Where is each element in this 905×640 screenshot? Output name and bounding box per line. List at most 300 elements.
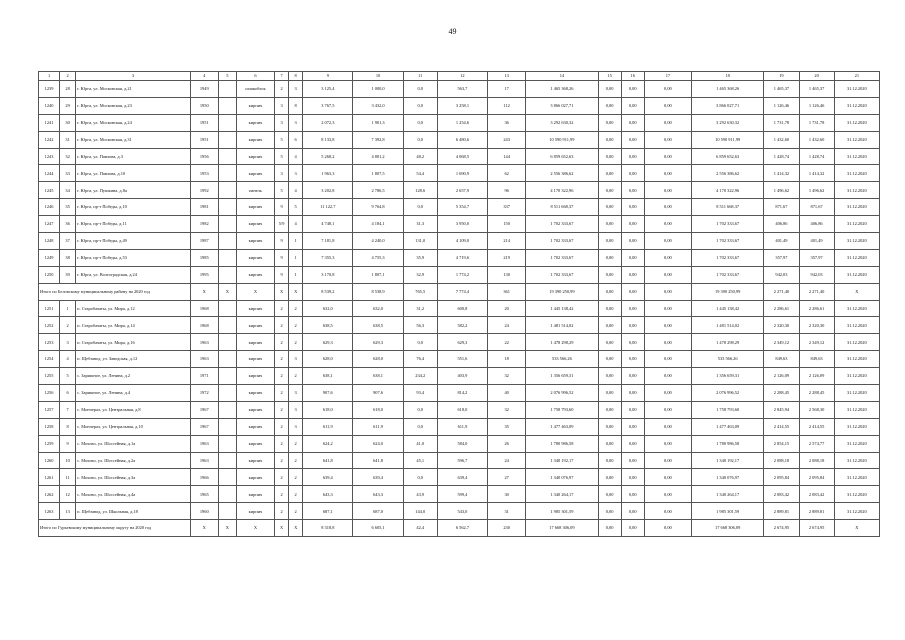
total-cell: 765,5 bbox=[403, 283, 437, 300]
table-cell: кирпич bbox=[236, 233, 274, 250]
table-cell: 56,3 bbox=[403, 317, 437, 334]
table-cell: 31.12.2020 bbox=[834, 233, 879, 250]
table-cell: 2 568,30 bbox=[799, 401, 834, 418]
table-cell bbox=[218, 249, 236, 266]
table-cell: 2 088,18 bbox=[799, 452, 834, 469]
total-cell: X bbox=[190, 520, 218, 537]
table-cell: 0,00 bbox=[644, 182, 691, 199]
table-row bbox=[39, 435, 880, 452]
table-cell: 2 126,09 bbox=[764, 368, 799, 385]
table-row bbox=[39, 418, 880, 435]
table-cell: 1 340 264,17 bbox=[692, 486, 764, 503]
table-cell: 1 731,78 bbox=[799, 114, 834, 131]
table-cell: 2 bbox=[289, 435, 303, 452]
table-cell bbox=[218, 452, 236, 469]
table-cell: 3 767,5 bbox=[303, 97, 353, 114]
table-cell: 4 240,0 bbox=[353, 233, 403, 250]
table-cell: 31.12.2020 bbox=[834, 182, 879, 199]
table-cell: 7 bbox=[60, 401, 76, 418]
table-cell: 629,3 bbox=[353, 334, 403, 351]
table-cell: 2 574,77 bbox=[799, 435, 834, 452]
table-cell: кирпич bbox=[236, 351, 274, 368]
table-cell: кирпич bbox=[236, 199, 274, 216]
table-cell: 1972 bbox=[190, 385, 218, 402]
table-cell: 31.12.2020 bbox=[834, 266, 879, 283]
table-cell: 62 bbox=[488, 165, 526, 182]
table-cell: 687,0 bbox=[353, 503, 403, 520]
table-cell: 0,0 bbox=[403, 401, 437, 418]
total-cell: 8 539,2 bbox=[303, 283, 353, 300]
table-cell: 34 bbox=[60, 182, 76, 199]
table-cell: 1956 bbox=[190, 148, 218, 165]
table-cell: 2 349,12 bbox=[764, 334, 799, 351]
table-cell: кирпич bbox=[236, 368, 274, 385]
header-cell: 14 bbox=[526, 72, 598, 81]
table-cell: 1 478 298,29 bbox=[692, 334, 764, 351]
table-row bbox=[39, 131, 880, 148]
table-cell: 0,00 bbox=[621, 486, 644, 503]
table-cell: 2 095,84 bbox=[764, 469, 799, 486]
table-cell: 1 496,62 bbox=[799, 182, 834, 199]
table-cell: 1965 bbox=[190, 486, 218, 503]
table-cell: 0,00 bbox=[621, 351, 644, 368]
total-cell: 0,00 bbox=[598, 520, 621, 537]
total-cell: 0,00 bbox=[621, 283, 644, 300]
table-cell: 2 320,30 bbox=[764, 317, 799, 334]
header-cell: 8 bbox=[289, 72, 303, 81]
table-cell bbox=[218, 317, 236, 334]
table-cell bbox=[218, 97, 236, 114]
table-cell: 4 748,1 bbox=[303, 216, 353, 233]
table-cell: 638,1 bbox=[303, 368, 353, 385]
table-cell: 639,4 bbox=[437, 469, 487, 486]
table-cell: 2 bbox=[275, 334, 289, 351]
table-row bbox=[39, 165, 880, 182]
address-cell: п. Старобачаты, ул. Мира, д.12 bbox=[76, 300, 191, 317]
table-cell: 638,5 bbox=[353, 317, 403, 334]
table-cell: 611,9 bbox=[353, 418, 403, 435]
table-cell: 150 bbox=[488, 216, 526, 233]
table-cell: 907,6 bbox=[353, 385, 403, 402]
table-cell: 0,00 bbox=[598, 131, 621, 148]
table-cell: 20 bbox=[488, 300, 526, 317]
table-cell bbox=[218, 503, 236, 520]
table-row bbox=[39, 81, 880, 98]
table-cell: 4 170 322,96 bbox=[526, 182, 598, 199]
table-cell: 406,86 bbox=[764, 216, 799, 233]
table-cell: 0,00 bbox=[598, 199, 621, 216]
table-cell: 8 133,8 bbox=[303, 131, 353, 148]
table-cell: 0,00 bbox=[621, 368, 644, 385]
table-cell: 1 702 333,67 bbox=[692, 216, 764, 233]
table-cell: 112 bbox=[488, 97, 526, 114]
table-cell: 9 bbox=[60, 435, 76, 452]
table-cell: 599,4 bbox=[437, 486, 487, 503]
table-cell: 1243 bbox=[39, 148, 60, 165]
table-cell: 0,00 bbox=[644, 503, 691, 520]
table-cell: шлакоблок bbox=[236, 81, 274, 98]
table-cell: 0,00 bbox=[644, 97, 691, 114]
table-cell: 1 985 301,59 bbox=[692, 503, 764, 520]
table-cell: 2 bbox=[275, 435, 289, 452]
table-cell: 907,6 bbox=[303, 385, 353, 402]
table-cell: 31.12.2020 bbox=[834, 452, 879, 469]
table-cell: 3 292 630,32 bbox=[692, 114, 764, 131]
table-cell: 403,9 bbox=[437, 368, 487, 385]
table-cell: 130 bbox=[488, 266, 526, 283]
table-cell: кирпич bbox=[236, 469, 274, 486]
table-cell: 1245 bbox=[39, 182, 60, 199]
table-cell: 3 950,0 bbox=[437, 216, 487, 233]
table-cell: 596,7 bbox=[437, 452, 487, 469]
table-cell: 219 bbox=[488, 249, 526, 266]
table-cell: 1 465 368,26 bbox=[692, 81, 764, 98]
table-cell: 1 477 463,09 bbox=[526, 418, 598, 435]
table-cell: 38 bbox=[60, 249, 76, 266]
address-cell: г. Юрга, ул. Московская, д.23 bbox=[76, 97, 191, 114]
table-cell: 2 349,12 bbox=[799, 334, 834, 351]
table-cell: 1 963,3 bbox=[303, 165, 353, 182]
table-cell: 643,3 bbox=[353, 486, 403, 503]
table-cell: 1967 bbox=[190, 418, 218, 435]
table-cell: 2 414,55 bbox=[764, 418, 799, 435]
table-cell bbox=[218, 435, 236, 452]
table-cell: 0,00 bbox=[644, 385, 691, 402]
table-cell: 9 764,8 bbox=[353, 199, 403, 216]
table-cell: 0,00 bbox=[621, 334, 644, 351]
table-cell: 8 511 668,37 bbox=[692, 199, 764, 216]
table-cell: 2 072,3 bbox=[303, 114, 353, 131]
table-cell: 942,03 bbox=[764, 266, 799, 283]
table-cell: 2 bbox=[289, 300, 303, 317]
table-cell: 32 bbox=[60, 148, 76, 165]
table-cell: 1 780 986,58 bbox=[526, 435, 598, 452]
table-cell: 1953 bbox=[190, 165, 218, 182]
table-cell: 2 845,94 bbox=[764, 401, 799, 418]
table-cell: 2 657,9 bbox=[437, 182, 487, 199]
table-cell: 0,00 bbox=[621, 165, 644, 182]
table-cell: 1 340 264,17 bbox=[526, 486, 598, 503]
table-cell: 0,00 bbox=[598, 469, 621, 486]
table-cell: 5 268,2 bbox=[303, 148, 353, 165]
table-cell: 0,00 bbox=[598, 114, 621, 131]
table-cell: 0,00 bbox=[621, 131, 644, 148]
table-cell: 1 465,37 bbox=[764, 81, 799, 98]
total-cell: X bbox=[236, 520, 274, 537]
table-cell: 814,2 bbox=[437, 385, 487, 402]
table-cell: 1995 bbox=[190, 266, 218, 283]
table-cell: 31.12.2020 bbox=[834, 385, 879, 402]
total-cell: 42,4 bbox=[403, 520, 437, 537]
table-cell: 3 bbox=[289, 81, 303, 98]
table-cell bbox=[218, 368, 236, 385]
table-cell: 1 126,46 bbox=[764, 97, 799, 114]
table-cell: 93,4 bbox=[403, 385, 437, 402]
table-cell: 1256 bbox=[39, 385, 60, 402]
table-cell bbox=[218, 148, 236, 165]
table-cell: 0,00 bbox=[644, 81, 691, 98]
table-cell: 5 bbox=[60, 368, 76, 385]
table-cell: кирпич bbox=[236, 435, 274, 452]
table-cell: 11 bbox=[60, 469, 76, 486]
table-cell: 31.12.2020 bbox=[834, 216, 879, 233]
total-cell: 0,00 bbox=[598, 283, 621, 300]
header-cell: 9 bbox=[303, 72, 353, 81]
table-cell: 401,49 bbox=[799, 233, 834, 250]
table-cell: 54,4 bbox=[403, 165, 437, 182]
address-cell: с. Мохово, ул. Шоссейная, д.4а bbox=[76, 486, 191, 503]
total-cell: X bbox=[834, 283, 879, 300]
table-cell: 0,00 bbox=[621, 418, 644, 435]
table-cell bbox=[218, 81, 236, 98]
table-cell: кирпич bbox=[236, 401, 274, 418]
table-cell: 10 590 911,99 bbox=[526, 131, 598, 148]
table-cell: 36 bbox=[60, 216, 76, 233]
table-row bbox=[39, 148, 880, 165]
table-cell: 1 340 076,97 bbox=[692, 469, 764, 486]
table-cell: 1 340 192,17 bbox=[692, 452, 764, 469]
table-cell: 1951 bbox=[190, 114, 218, 131]
header-cell: 15 bbox=[598, 72, 621, 81]
table-cell: 31.12.2020 bbox=[834, 351, 879, 368]
table-cell: 1 bbox=[289, 233, 303, 250]
table-cell: 1261 bbox=[39, 469, 60, 486]
table-cell: 12 bbox=[60, 486, 76, 503]
table-cell bbox=[218, 334, 236, 351]
table-cell: 0,00 bbox=[621, 97, 644, 114]
table-cell: 1250 bbox=[39, 266, 60, 283]
table-cell: 39 bbox=[60, 266, 76, 283]
table-cell: 10 590 911,99 bbox=[692, 131, 764, 148]
table-cell: 1 000,0 bbox=[353, 81, 403, 98]
total-cell: X bbox=[218, 520, 236, 537]
table-cell: 76,4 bbox=[403, 351, 437, 368]
table-row bbox=[39, 469, 880, 486]
total-cell: X bbox=[289, 520, 303, 537]
table-cell: 0,00 bbox=[598, 165, 621, 182]
table-cell: 2 088,18 bbox=[764, 452, 799, 469]
table-cell: 611,9 bbox=[303, 418, 353, 435]
table-cell: 0,00 bbox=[621, 114, 644, 131]
table-cell: 31.12.2020 bbox=[834, 435, 879, 452]
table-cell: 1 478 298,29 bbox=[526, 334, 598, 351]
address-cell: г. Юрга, ул. Московская, д.24 bbox=[76, 114, 191, 131]
table-cell: 2 076 996,52 bbox=[692, 385, 764, 402]
table-cell: 1 bbox=[289, 249, 303, 266]
table-row bbox=[39, 216, 880, 233]
header-cell: 17 bbox=[644, 72, 691, 81]
table-cell: 0,00 bbox=[621, 148, 644, 165]
table-cell: 0,00 bbox=[644, 266, 691, 283]
table-cell: 243 bbox=[488, 131, 526, 148]
table-cell: 0,00 bbox=[598, 368, 621, 385]
table-cell: 17 bbox=[488, 81, 526, 98]
table-cell bbox=[218, 233, 236, 250]
total-cell: X bbox=[236, 283, 274, 300]
table-cell: 0,00 bbox=[598, 300, 621, 317]
table-row bbox=[39, 486, 880, 503]
table-cell: 131,0 bbox=[403, 233, 437, 250]
table-cell: кирпич bbox=[236, 334, 274, 351]
table-cell: 1247 bbox=[39, 216, 60, 233]
table-cell: 1949 bbox=[190, 81, 218, 98]
table-row bbox=[39, 317, 880, 334]
table-cell: 2 083,42 bbox=[764, 486, 799, 503]
total-cell: 2 271,40 bbox=[799, 283, 834, 300]
table-cell bbox=[218, 469, 236, 486]
table-cell: 3 170,8 bbox=[303, 266, 353, 283]
address-cell: с. Мохово, ул. Шоссейная, д.2а bbox=[76, 452, 191, 469]
address-cell: с. Заришное, ул. Ленина, д.4 bbox=[76, 385, 191, 402]
table-cell: 1263 bbox=[39, 503, 60, 520]
table-row bbox=[39, 199, 880, 216]
total-cell: 0,00 bbox=[644, 520, 691, 537]
table-cell: 1 702 333,67 bbox=[526, 216, 598, 233]
table-cell: 1960 bbox=[190, 503, 218, 520]
table-cell: 0,00 bbox=[644, 300, 691, 317]
table-cell: 0,00 bbox=[598, 216, 621, 233]
table-cell: 1966 bbox=[190, 469, 218, 486]
table-cell: 35 bbox=[488, 418, 526, 435]
table-cell: 1981 bbox=[190, 199, 218, 216]
table-cell: 2 786,5 bbox=[353, 182, 403, 199]
header-cell: 6 bbox=[236, 72, 274, 81]
table-row bbox=[39, 249, 880, 266]
table-cell: 2 bbox=[289, 317, 303, 334]
table-cell: 618,0 bbox=[353, 401, 403, 418]
table-cell: 0,00 bbox=[621, 249, 644, 266]
table-cell: кирпич bbox=[236, 97, 274, 114]
table-cell: 2 083,42 bbox=[799, 486, 834, 503]
table-cell: 31 bbox=[60, 131, 76, 148]
table-cell: 1 481 514,02 bbox=[526, 317, 598, 334]
table-row bbox=[39, 351, 880, 368]
table-cell: 0,00 bbox=[598, 148, 621, 165]
table-cell: 0,00 bbox=[644, 165, 691, 182]
table-cell: 1 702 333,67 bbox=[526, 233, 598, 250]
total-cell: 2 271,40 bbox=[764, 283, 799, 300]
table-row bbox=[39, 114, 880, 131]
table-cell: 5 bbox=[289, 199, 303, 216]
table-cell: 3 bbox=[289, 385, 303, 402]
table-cell: 0,00 bbox=[621, 452, 644, 469]
table-cell: 1 414,32 bbox=[764, 165, 799, 182]
table-cell: 28 bbox=[60, 81, 76, 98]
table-cell: 2 414,55 bbox=[799, 418, 834, 435]
table-cell: 2 854,15 bbox=[764, 435, 799, 452]
table-cell: 2 076 996,52 bbox=[526, 385, 598, 402]
table-cell: 1259 bbox=[39, 435, 60, 452]
table-cell: 643,3 bbox=[303, 486, 353, 503]
table-cell: 2 bbox=[275, 401, 289, 418]
table-cell: 1 432,60 bbox=[799, 131, 834, 148]
table-cell: 7 392,8 bbox=[353, 131, 403, 148]
header-cell: 7 bbox=[275, 72, 289, 81]
table-cell: 533 566,26 bbox=[692, 351, 764, 368]
table-cell: 4 184,1 bbox=[353, 216, 403, 233]
table-cell: 31.12.2020 bbox=[834, 249, 879, 266]
table-cell: 3 432,0 bbox=[353, 97, 403, 114]
table-cell: 1 702 333,67 bbox=[692, 266, 764, 283]
header-cell: 4 bbox=[190, 72, 218, 81]
table-cell: 0,00 bbox=[621, 199, 644, 216]
table-cell: 234,2 bbox=[403, 368, 437, 385]
table-cell: 1968 bbox=[190, 300, 218, 317]
table-cell: 4 bbox=[60, 351, 76, 368]
table-cell: 1 254,6 bbox=[437, 114, 487, 131]
table-cell: 31.12.2020 bbox=[834, 469, 879, 486]
table-cell: 8 511 668,37 bbox=[526, 199, 598, 216]
table-cell: 0,00 bbox=[621, 401, 644, 418]
table-cell: 1987 bbox=[190, 233, 218, 250]
table-cell: 0,00 bbox=[644, 148, 691, 165]
table-cell bbox=[218, 300, 236, 317]
address-cell: г. Юрга, ул. Павлова, д.3 bbox=[76, 148, 191, 165]
table-cell: 31,3 bbox=[403, 216, 437, 233]
table-cell: 0,00 bbox=[598, 385, 621, 402]
table-cell: 3 bbox=[289, 418, 303, 435]
table-cell: 4 bbox=[289, 182, 303, 199]
table-row bbox=[39, 385, 880, 402]
address-cell: п. Щебзавод, ул. Школьная, д.18 bbox=[76, 503, 191, 520]
table-cell: 2 889,81 bbox=[764, 503, 799, 520]
table-cell: 1 702 333,67 bbox=[692, 233, 764, 250]
table-row bbox=[39, 334, 880, 351]
table-cell bbox=[218, 131, 236, 148]
table-cell: 1241 bbox=[39, 114, 60, 131]
table-cell: 0,00 bbox=[644, 114, 691, 131]
table-cell: 3 258,1 bbox=[437, 97, 487, 114]
table-cell: 1 758 793,60 bbox=[692, 401, 764, 418]
total-cell: 19 390 250,99 bbox=[692, 283, 764, 300]
total-row bbox=[39, 520, 880, 537]
table-cell: 35 bbox=[60, 199, 76, 216]
table-cell: кирпич bbox=[236, 385, 274, 402]
table-cell: 1 bbox=[289, 266, 303, 283]
table-cell: 1963 bbox=[190, 351, 218, 368]
table-cell: 1 481 514,02 bbox=[692, 317, 764, 334]
table-cell: 1967 bbox=[190, 401, 218, 418]
address-cell: г. Юрга, пр-т Победы, д.10 bbox=[76, 199, 191, 216]
table-cell: 0,0 bbox=[403, 97, 437, 114]
table-cell: 1950 bbox=[190, 97, 218, 114]
table-cell: 5 bbox=[275, 131, 289, 148]
table-cell: 2 288,45 bbox=[799, 385, 834, 402]
table-cell: 3 292 630,32 bbox=[526, 114, 598, 131]
table-cell: 1248 bbox=[39, 233, 60, 250]
header-cell: 12 bbox=[437, 72, 487, 81]
table-cell: 0,00 bbox=[644, 401, 691, 418]
table-row bbox=[39, 182, 880, 199]
table-cell: 1252 bbox=[39, 317, 60, 334]
total-cell: 2 674,95 bbox=[799, 520, 834, 537]
table-cell: 0,00 bbox=[621, 81, 644, 98]
table-row bbox=[39, 452, 880, 469]
table-cell: 0,00 bbox=[598, 317, 621, 334]
table-cell: 3 bbox=[289, 165, 303, 182]
header-cell: 5 bbox=[218, 72, 236, 81]
table-cell: 8 bbox=[60, 418, 76, 435]
table-cell: 0,00 bbox=[621, 317, 644, 334]
table-cell: 638,5 bbox=[303, 317, 353, 334]
table-cell: 0,00 bbox=[621, 182, 644, 199]
address-cell: г. Юрга, ул. Волгоградская, д.24 bbox=[76, 266, 191, 283]
table-cell: 2 bbox=[275, 418, 289, 435]
table-cell: 0,00 bbox=[598, 503, 621, 520]
table-cell: 43,9 bbox=[403, 486, 437, 503]
table-cell: 0,00 bbox=[644, 418, 691, 435]
table-cell: 5 354,7 bbox=[437, 199, 487, 216]
